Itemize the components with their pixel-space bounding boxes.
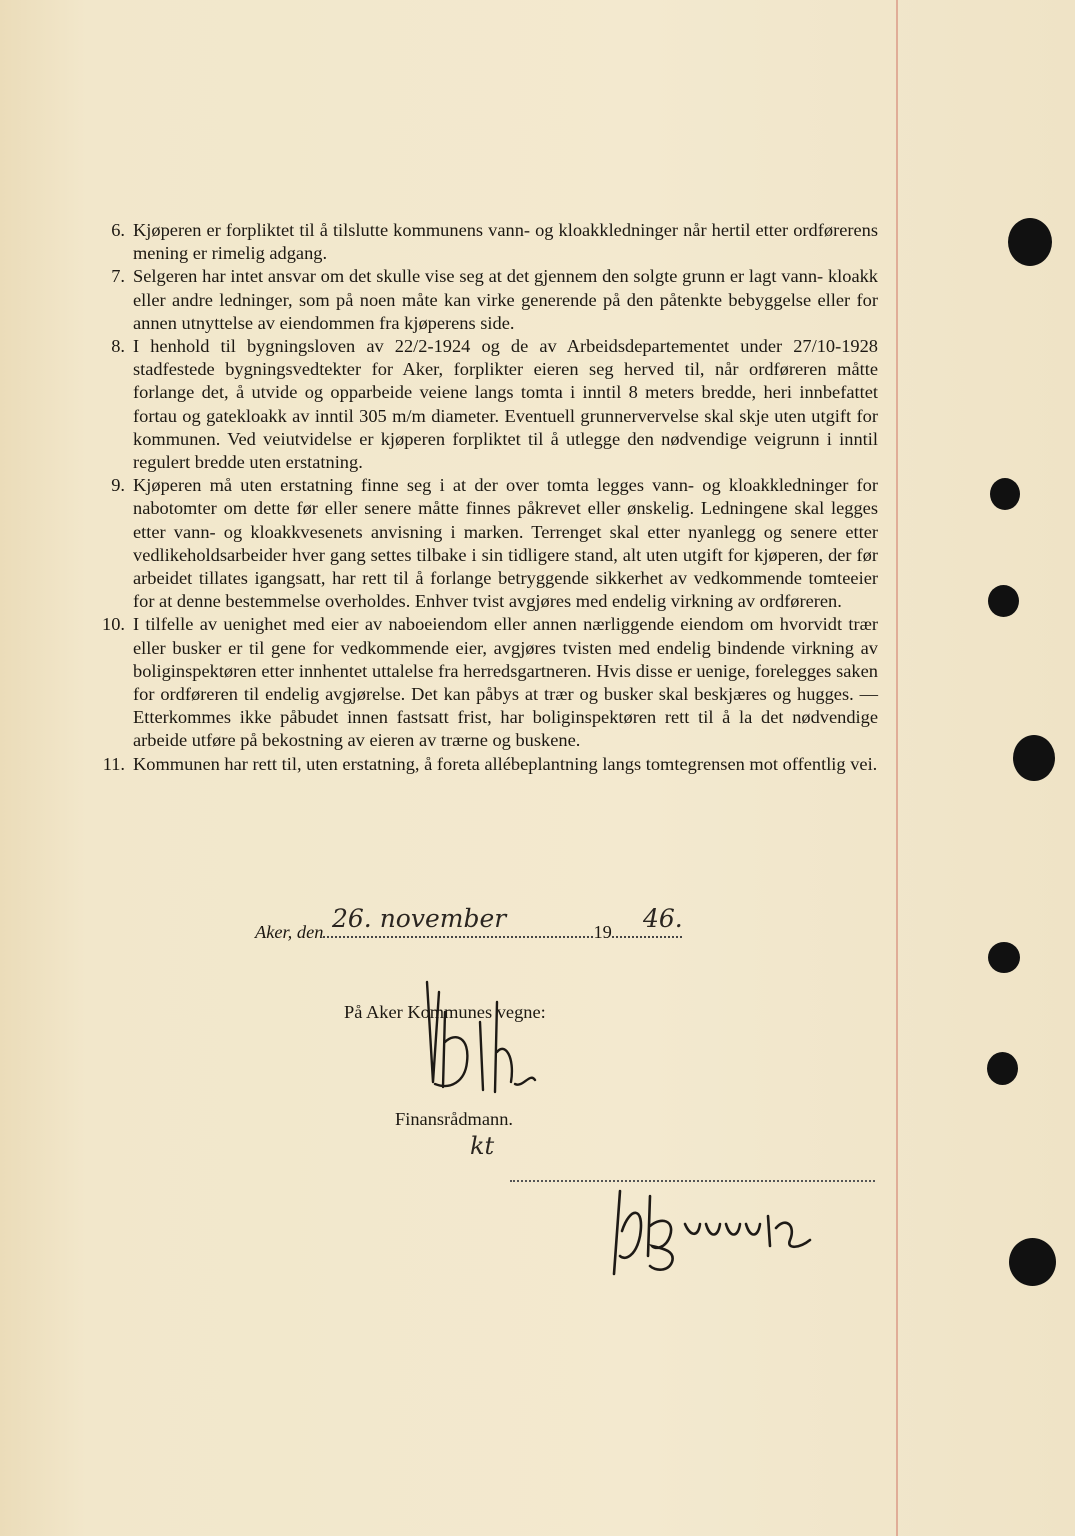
- clause-text: Selgeren har intet ansvar om det skulle vise seg at det gjennem den solgte grunn er lagt vann- kloakk eller andre ledninger, som på noen måte kan virke generende på den påtenkte bebyggelse eller for annen utnyttelse av eiendommen fra kjøperens side.: [133, 266, 878, 333]
- signatory-initials: kt: [470, 1132, 495, 1160]
- clause-text: I henhold til bygningsloven av 22/2-1924 og de av Arbeidsdepartementet under 27/10-1928 stadfestede bygningsvedtekter for Aker, forplikter eieren seg herved til, når ordføreren måtte forlange det, å utvide og opparbeide veiene langs tomta i inntil 8 meters bredde, heri innbefattet fortau og gatekloakk av inntil 305 m/m diameter. Eventuell grunnervervelse skal skje uten utgift for kommunen. Ved veiutvidelse er kjøperen forpliktet til å utlegge den nødvendige veigrunn i inntil regulert bredde uten erstatning.: [133, 336, 878, 473]
- clause-number: 6.: [111, 220, 125, 240]
- clause-item: [80, 474, 878, 613]
- clause-text: Kjøperen må uten erstatning finne seg i at der over tomta legges vann- og kloakkledninger for nabotomter om dette før eller senere måtte finnes påkrevet eller ønskelig. Ledningene skal legges etter vann- og kloakkvesenets anvisning i marken. Terrenget skal etter nyanlegg og senere etter vedlikeholdsarbeider hver gang settes tilbake i sin tidligere stand, alt uten utgift for kjøperen, der før arbeidet tillates igangsatt, har rett til å forlange betryggende sikkerhet av vedkommende tomteeier for at denne bestemmelse overholdes. Enhver tvist avgjøres med endelig virkning av ordføreren.: [133, 475, 878, 612]
- clause-item: [80, 219, 878, 265]
- punch-hole-7: [1009, 1238, 1056, 1286]
- handwritten-date: 26. november: [332, 904, 507, 933]
- clause-number: 11.: [102, 753, 125, 774]
- clause-item: [80, 335, 878, 474]
- date-place-label: Aker, den: [255, 922, 324, 942]
- year-prefix: 19: [593, 922, 612, 942]
- punch-hole-4: [1013, 735, 1055, 781]
- clause-text: I tilfelle av uenighet med eier av naboeiendom eller annen nærliggende eiendom om hvorvidt trær eller busker er til gene for vedkommende eier, avgjøres tvisten med endelig bindende virkning av boliginspektøren etter innhentet uttalelse fra herredsgartneren. Hvis disse er uenige, forelegges saken for ordføreren til endelig avgjørelse. Det kan påbys at trær og busker skal beskjæres og hugges. — Etterkommes ikke påbudet innen fastsatt frist, har boliginspektøren rett til å la det nødvendige arbeide utføre på bekostning av eieren av trærne og buskene.: [133, 614, 878, 751]
- clause-item: [80, 753, 878, 776]
- punch-hole-3: [988, 585, 1019, 617]
- year-dotted-field: [612, 935, 682, 938]
- clause-number: 10.: [102, 614, 125, 635]
- clause-item: [80, 613, 878, 752]
- on-behalf-label: På Aker Kommunes vegne:: [344, 1002, 546, 1022]
- finance-officer-signature: [415, 972, 545, 1132]
- punch-hole-2: [990, 478, 1020, 510]
- clause-text: Kjøperen er forpliktet til å tilslutte kommunens vann- og kloakkledninger når hertil etter ordførerens mening er rimelig adgang.: [133, 220, 878, 264]
- punch-hole-5: [988, 942, 1020, 973]
- punch-hole-6: [987, 1052, 1018, 1085]
- clause-item: [80, 265, 878, 335]
- clause-number: 8.: [111, 336, 125, 357]
- margin-rule: [896, 0, 898, 1536]
- clause-text: Kommunen har rett til, uten erstatning, å foreta allébeplantning langs tomtegrensen mot offentlig vei.: [133, 753, 878, 774]
- second-signature: [600, 1176, 830, 1276]
- punch-hole-1: [1008, 218, 1052, 266]
- signatory-title: Finansrådmann.: [395, 1109, 513, 1129]
- clause-number: 9.: [111, 475, 125, 496]
- handwritten-year: 46.: [643, 904, 683, 933]
- date-dotted-field: [323, 935, 593, 938]
- clause-number: 7.: [111, 266, 125, 287]
- clause-list: [80, 219, 878, 776]
